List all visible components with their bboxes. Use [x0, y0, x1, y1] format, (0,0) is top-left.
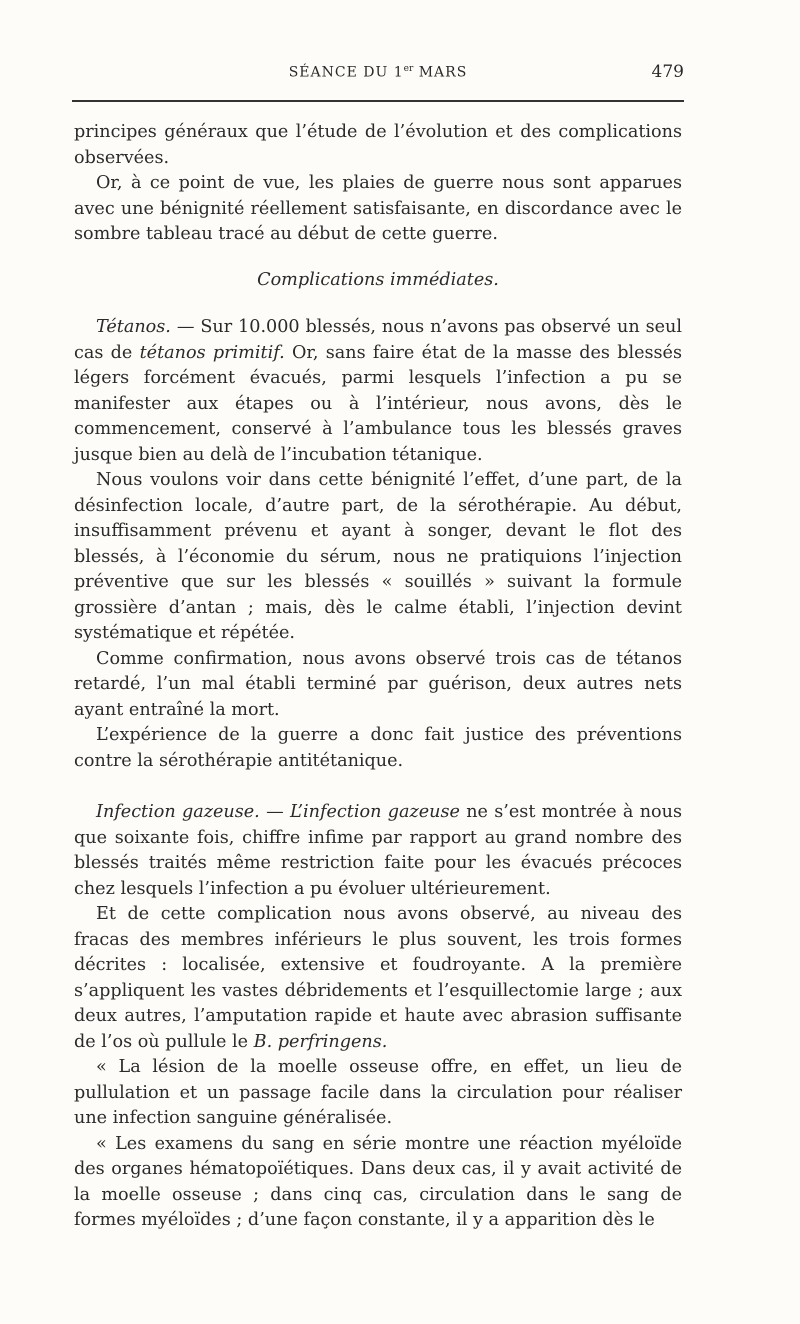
running-title-main: SÉANCE DU 1 [288, 64, 404, 81]
run-in-heading: Infection gazeuse. [96, 802, 260, 822]
run-in-heading: Tétanos. [96, 317, 171, 337]
paragraph-text: ne s’est montrée à nous que soixante fois, chiffre infime par rapport au grand nombre des blessés traités même restriction faite pour les évacués précoces chez lesquels l’infection a pu évoluer ultérieurement. [74, 802, 682, 899]
paragraph: Or, à ce point de vue, les plaies de guerre nous sont apparues avec une bénignité réellement satisfaisante, en discordance avec le sombre tableau tracé au début de cette guerre. [74, 173, 682, 244]
running-title-month: MARS [413, 64, 468, 81]
text-body [74, 120, 682, 1234]
section-heading: Complications immédiates. [257, 269, 499, 290]
paragraph-text: — Sur 10.000 blessés, nous n’avons pas observé un seul cas de [74, 317, 682, 363]
running-title-superscript: er [403, 64, 414, 74]
emphasis: B. perfringens. [253, 1031, 388, 1052]
header-rule [72, 100, 684, 102]
paragraph-text: Et de cette complication nous avons observé, au niveau des fracas des membres inférieurs le plus souvent, les trois formes décrites : localisée, extensive et foudroyante. A la première s’appliquent les vastes débridements et l’esquillectomie large ; aux deux autres, l’amputation rapide et haute avec abrasion suffisante de l’os où pullule le [74, 904, 682, 1052]
paragraph: principes généraux que l’étude de l’évolution et des complications observées. [74, 122, 682, 168]
paragraph: Nous voulons voir dans cette bénignité l’effet, d’une part, de la désinfection locale, d’autre part, de la sérothérapie. Au début, insuffisamment prévenu et ayant à songer, devant le flot des blessés, à l’économie du sérum, nous ne pratiquions l’injection préventive que sur les blessés « souillés » suivant la formule grossière d’antan ; mais, dès le calme établi, l’injection devint systématique et répétée. [74, 470, 682, 643]
paragraph: « La lésion de la moelle osseuse offre, en effet, un lieu de pullulation et un passage facile dans la circulation pour réaliser une infection sanguine généralisée. [74, 1057, 682, 1128]
running-header [72, 60, 684, 90]
paragraph: Comme confirmation, nous avons observé trois cas de tétanos retardé, l’un mal établi terminé par guérison, deux autres nets ayant entraîné la mort. [74, 648, 682, 720]
running-title [72, 64, 684, 81]
paragraph [74, 902, 682, 1055]
emphasis: tétanos primitif. [139, 342, 285, 363]
paragraph: « Les examens du sang en série montre une réaction myéloïde des organes hématopoïétiques. Dans deux cas, il y avait activité de la moelle osseuse ; dans cinq cas, circulation dans le sang de formes myéloïdes ; d’une façon constante, il y a apparition dès le [74, 1133, 682, 1230]
page-number: 479 [651, 62, 684, 82]
paragraph-infection [74, 800, 682, 902]
paragraph-text: Or, sans faire état de la masse des blessés légers forcément évacués, parmi lesquels l’infection a pu se manifester aux étapes ou à l’intérieur, nous avons, dès le commencement, conservé à l’ambulance tous les blessés graves jusque bien au delà de l’incubation tétanique. [74, 342, 682, 465]
paragraph-tetanos [74, 315, 682, 468]
emphasis: L’infection gazeuse [289, 802, 460, 822]
paragraph: L’expérience de la guerre a donc fait justice des préventions contre la sérothérapie antitétanique. [74, 725, 682, 771]
paragraph-text: — [259, 802, 290, 822]
